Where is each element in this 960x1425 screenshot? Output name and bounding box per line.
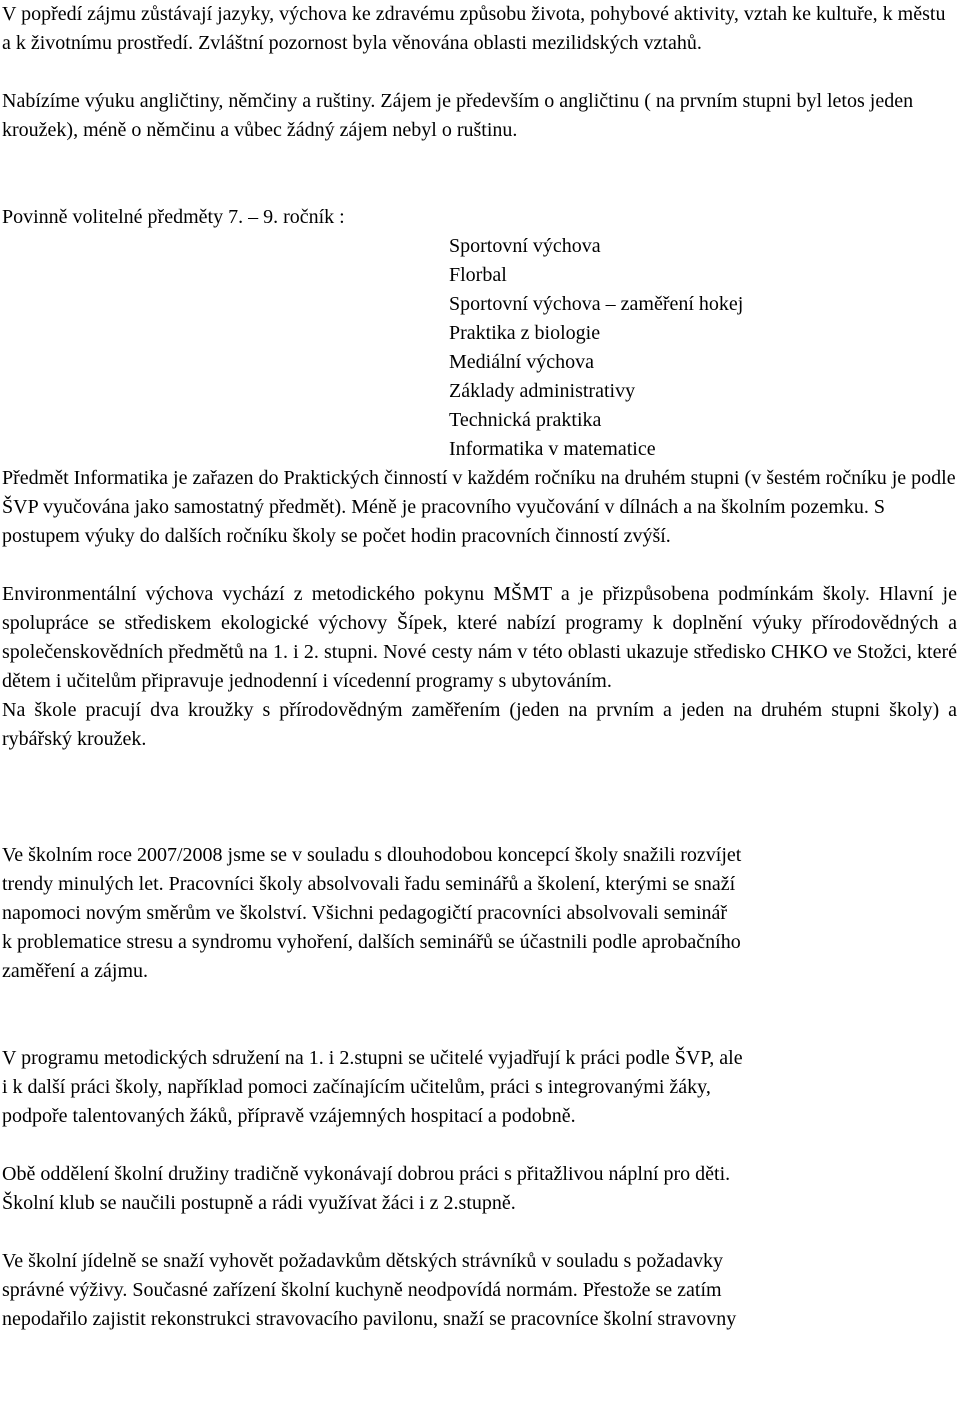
text-line: zaměření a zájmu. bbox=[2, 960, 149, 982]
text-line: Školní klub se naučili postupně a rádi využívat žáci i z 2.stupně. bbox=[2, 1192, 516, 1214]
text-line: trendy minulých let. Pracovníci školy absolvovali řadu seminářů a školení, kterými se snaží bbox=[2, 873, 736, 895]
environmental-paragraph-1: Environmentální výchova vychází z metodického pokynu MŠMT a je přizpůsobena podmínkám školy. Hlavní je spolupráce se střediskem ekologické výchovy Šípek, které nabízí programy k doplnění výuky přírodovědných a společenskovědních předmětů na 1. i 2. stupni. Nové cesty nám v této oblasti ukazuje středisko CHKO ve Stožci, které dětem i učitelům připravuje jednodenní i vícedenní programy s ubytováním. bbox=[2, 583, 957, 692]
text-line: podpoře talentovaných žáků, přípravě vzájemných hospitací a podobně. bbox=[2, 1105, 576, 1127]
elective-subjects-list bbox=[449, 232, 957, 464]
text-line: k problematice stresu a syndromu vyhoření, dalších seminářů se účastnili podle aprobačního bbox=[2, 931, 741, 953]
text-line: i k další práci školy, například pomoci začínajícím učitelům, práci s integrovanými žáky, bbox=[2, 1076, 711, 1098]
intro-paragraph-1: V popředí zájmu zůstávají jazyky, výchova ke zdravému způsobu života, pohybové aktivity, vztah ke kultuře, k městu a k životnímu prostředí. Zvláštní pozornost byla věnována oblasti mezilidských vztahů. bbox=[2, 3, 946, 54]
elective-subject-item: Technická praktika bbox=[449, 409, 602, 431]
elective-subject-item: Informatika v matematice bbox=[449, 438, 656, 460]
text-line: Ve školní jídelně se snaží vyhovět požadavkům dětských strávníků v souladu s požadavky bbox=[2, 1250, 723, 1272]
environmental-paragraph-2: Na škole pracují dva kroužky s přírodovědným zaměřením (jeden na prvním a jeden na druhém stupni školy) a rybářský kroužek. bbox=[2, 699, 957, 750]
canteen-paragraph bbox=[2, 1247, 957, 1334]
staff-training-paragraph bbox=[2, 841, 957, 986]
elective-subject-item: Základy administrativy bbox=[449, 380, 636, 402]
elective-subject-item: Florbal bbox=[449, 264, 507, 286]
elective-subject-item: Mediální výchova bbox=[449, 351, 594, 373]
document-page bbox=[2, 0, 957, 1334]
after-school-paragraph bbox=[2, 1160, 957, 1218]
elective-subject-item: Sportovní výchova – zaměření hokej bbox=[449, 293, 744, 315]
text-line: Ve školním roce 2007/2008 jsme se v souladu s dlouhodobou koncepcí školy snažili rozvíjet bbox=[2, 844, 742, 866]
text-line: V programu metodických sdružení na 1. i 2.stupni se učitelé vyjadřují k práci podle ŠVP, ale bbox=[2, 1047, 743, 1069]
informatics-note: Předmět Informatika je zařazen do Praktických činností v každém ročníku na druhém stupni (v šestém ročníku je podle ŠVP vyučována jako samostatný předmět). Méně je pracovního vyučování v dílnách a na školním pozemku. S postupem výuky do dalších ročníku školy se počet hodin pracovních činností zvýší. bbox=[2, 467, 956, 547]
intro-paragraph-2: Nabízíme výuku angličtiny, němčiny a ruštiny. Zájem je především o angličtinu ( na prvním stupni byl letos jeden kroužek), méně o němčinu a vůbec žádný zájem nebyl o ruštinu. bbox=[2, 90, 914, 141]
elective-subject-item: Praktika z biologie bbox=[449, 322, 601, 344]
text-line: Obě oddělení školní družiny tradičně vykonávají dobrou práci s přitažlivou náplní pro děti. bbox=[2, 1163, 731, 1185]
elective-subject-item: Sportovní výchova bbox=[449, 235, 601, 257]
text-line: napomoci novým směrům ve školství. Všichni pedagogičtí pracovníci absolvovali seminář bbox=[2, 902, 728, 924]
text-line: nepodařilo zajistit rekonstrukci stravovacího pavilonu, snaží se pracovníce školní stravovny bbox=[2, 1308, 737, 1330]
text-line: správné výživy. Současné zařízení školní kuchyně neodpovídá normám. Přestože se zatím bbox=[2, 1279, 722, 1301]
electives-heading: Povinně volitelné předměty 7. – 9. ročník : bbox=[2, 206, 345, 228]
methodical-groups-paragraph bbox=[2, 1044, 957, 1131]
